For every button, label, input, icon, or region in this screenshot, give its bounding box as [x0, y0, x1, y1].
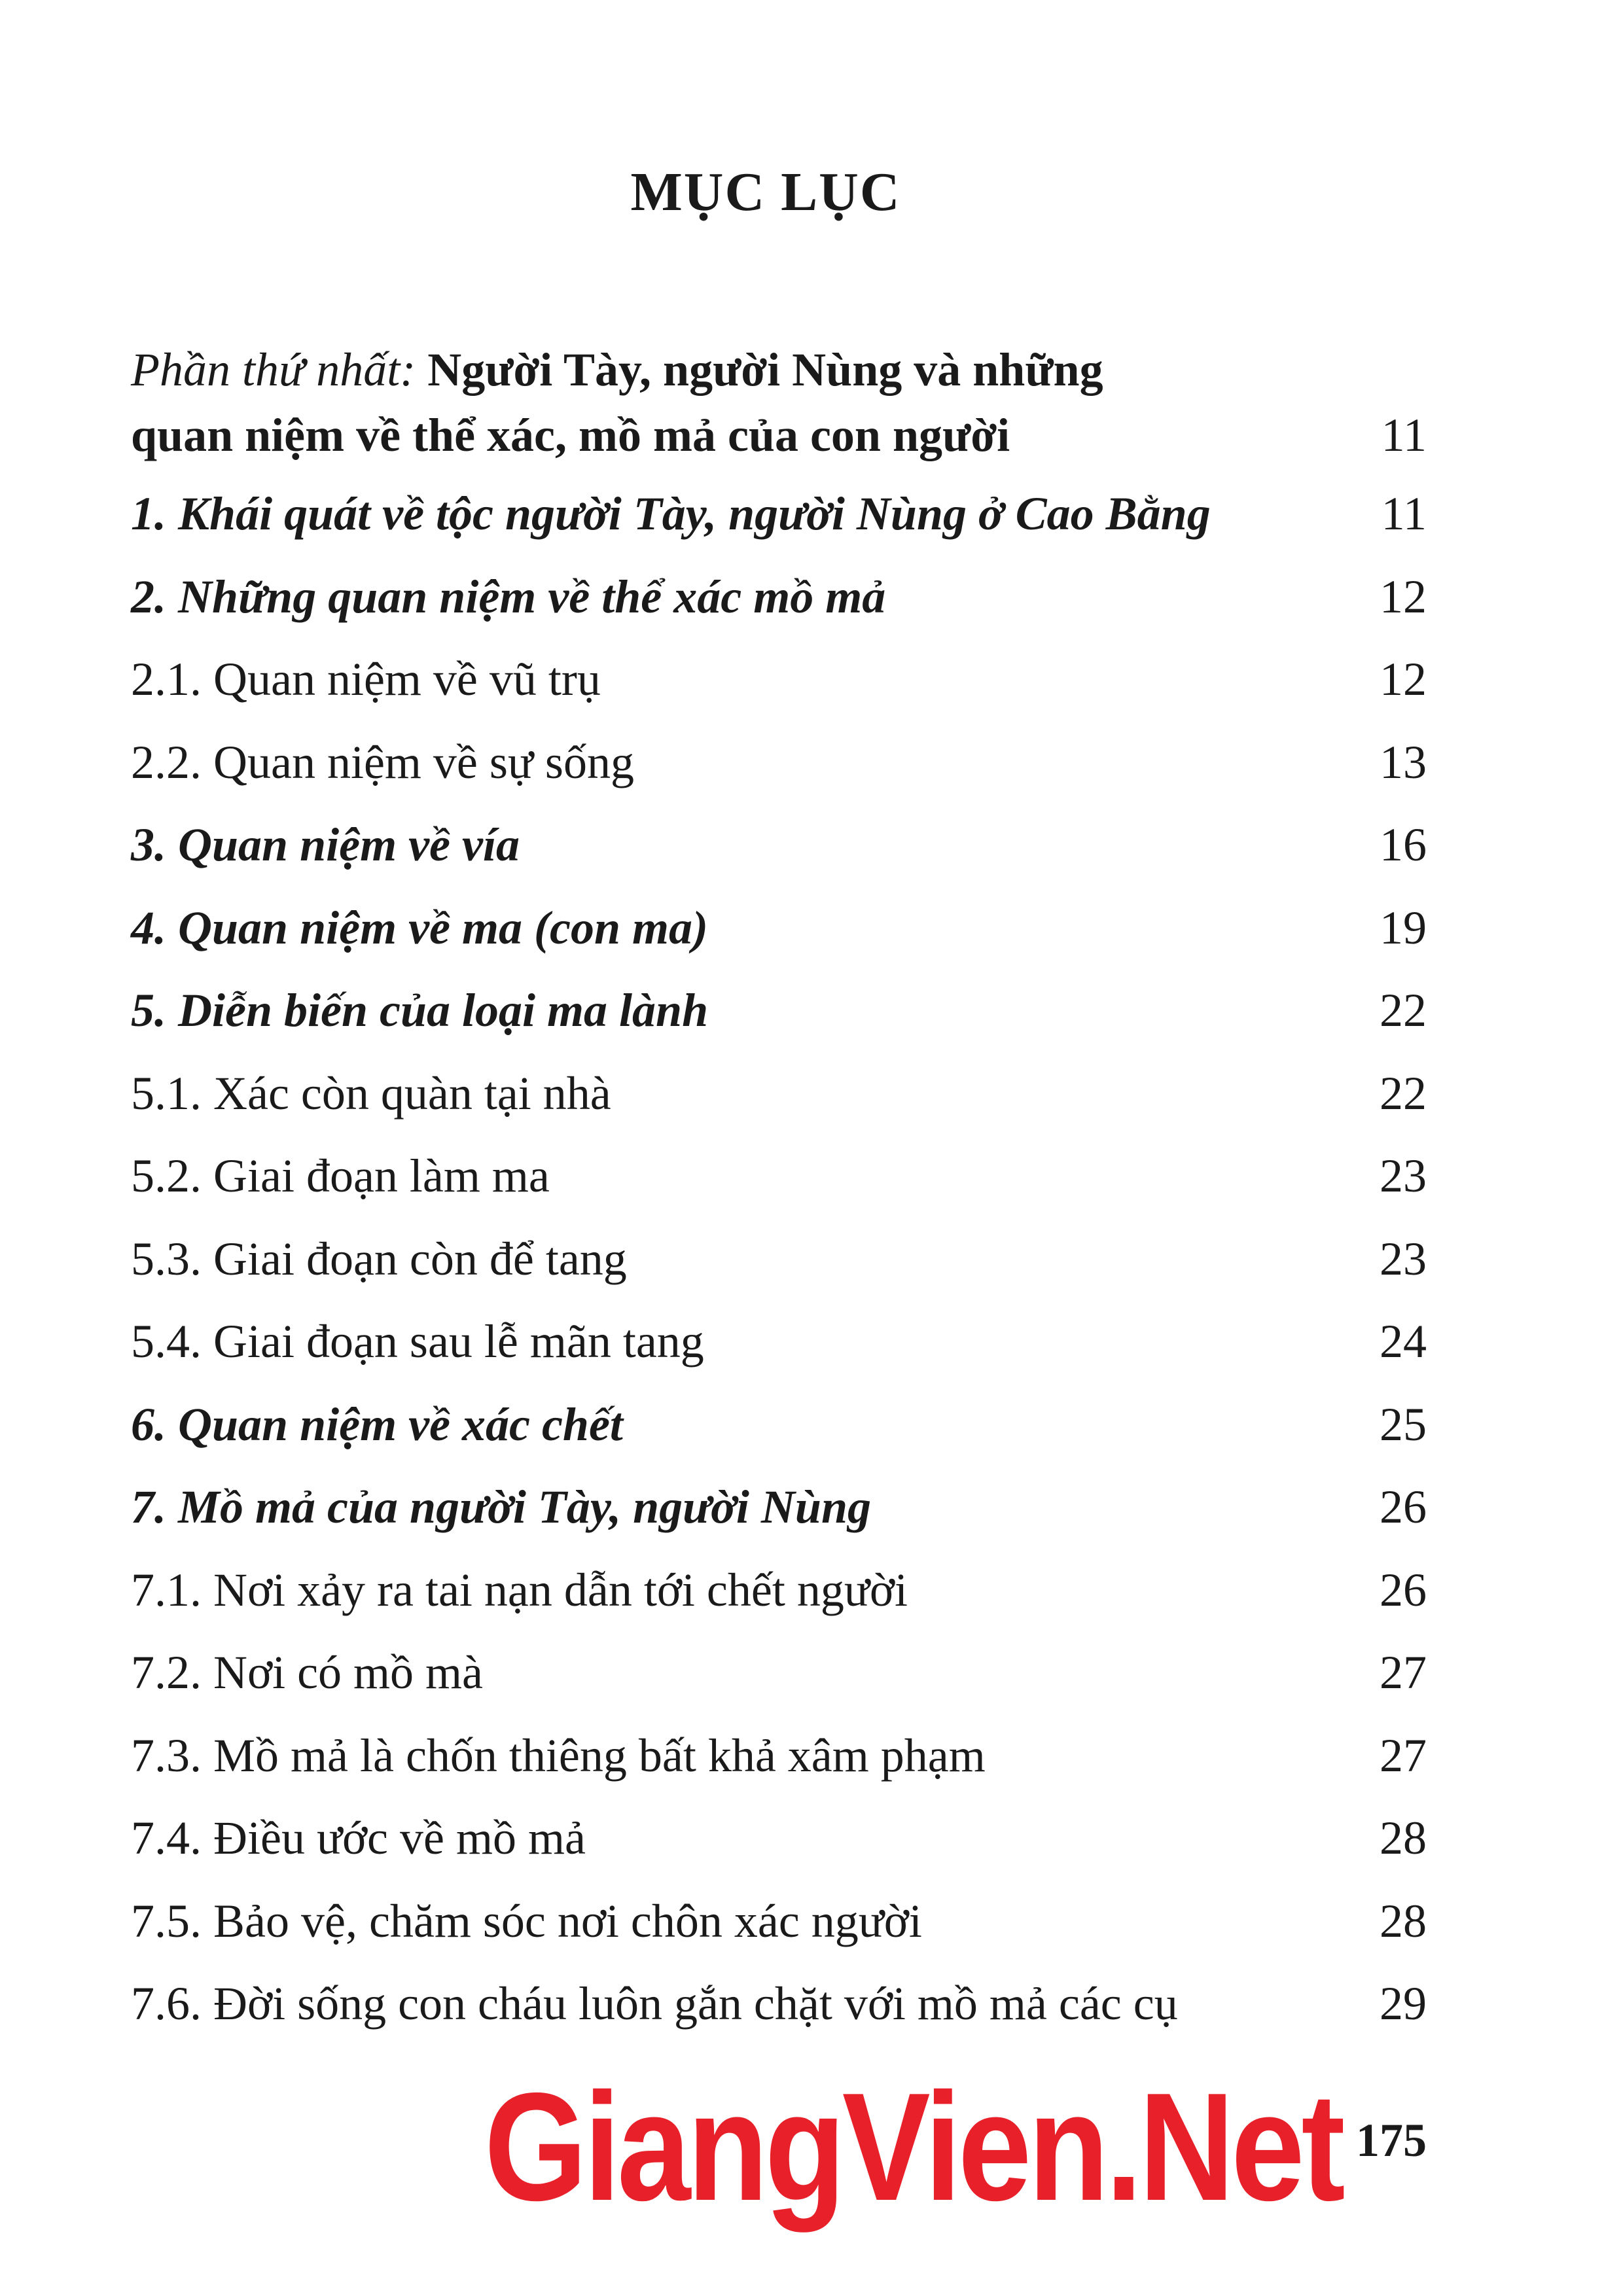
toc-entry-label: 3. Quan niệm về vía	[131, 819, 520, 871]
toc-entry-label: 2.1. Quan niệm về vũ trụ	[131, 653, 601, 705]
toc-entry-label: 7.1. Nơi xảy ra tai nạn dẫn tới chết người	[131, 1563, 908, 1616]
toc-entry-page: 28	[1380, 1894, 1427, 1947]
toc-entry-label: 7.4. Điều ước về mồ mả	[131, 1812, 586, 1864]
toc-entry-label: 7.3. Mồ mả là chốn thiêng bất khả xâm phạm	[131, 1729, 986, 1782]
toc-entry-page: 23	[1380, 1232, 1427, 1285]
toc-entry-page: 16	[1380, 819, 1427, 871]
toc-part-heading[interactable]	[131, 337, 1427, 468]
page-title: MỤC LỤC	[630, 162, 901, 222]
toc-entry-label: 5. Diễn biến của loại ma lành	[131, 984, 709, 1036]
toc-entry-label: 2. Những quan niệm về thể xác mồ mả	[131, 570, 886, 623]
toc-entry-label: 7.6. Đời sống con cháu luôn gắn chặt với mồ mả các cụ	[131, 1977, 1178, 2030]
toc-entry-label: 5.4. Giai đoạn sau lễ mãn tang	[131, 1315, 704, 1368]
toc-entry-page: 22	[1380, 984, 1427, 1036]
toc-entry-label: 4. Quan niệm về ma (con ma)	[131, 901, 708, 954]
toc-entry-page: 27	[1380, 1729, 1427, 1782]
toc-entry-page: 12	[1380, 570, 1427, 623]
toc-entry-page: 19	[1380, 901, 1427, 954]
toc-entry-label: 7. Mồ mả của người Tày, người Nùng	[131, 1481, 872, 1533]
toc-entry-page: 22	[1380, 1067, 1427, 1120]
toc-entry-page: 13	[1380, 735, 1427, 788]
toc-entry-label: 5.2. Giai đoạn làm ma	[131, 1150, 550, 1202]
toc-entry-label: 7.2. Nơi có mồ mà	[131, 1646, 483, 1699]
toc-part-prefix: Phần thứ nhất:	[131, 344, 416, 396]
toc-entry-label: 1. Khái quát về tộc người Tày, người Nùng ở Cao Bằng	[131, 487, 1211, 540]
toc-entry-page: 23	[1380, 1150, 1427, 1202]
toc-entry-page: 24	[1380, 1315, 1427, 1368]
toc-entry-label: 5.3. Giai đoạn còn để tang	[131, 1232, 627, 1285]
toc-entry-page: 29	[1380, 1977, 1427, 2030]
toc-entry-page: 28	[1380, 1812, 1427, 1864]
toc-entry-label: 7.5. Bảo vệ, chăm sóc nơi chôn xác người	[131, 1894, 922, 1947]
toc-part-page: 11	[1381, 409, 1427, 461]
toc-entry-page: 26	[1380, 1481, 1427, 1533]
toc-entry-page: 26	[1380, 1563, 1427, 1616]
toc-part-title-line-1: Người Tày, người Nùng và những	[427, 344, 1103, 396]
toc-entry-page: 25	[1380, 1398, 1427, 1451]
toc-entry-page: 11	[1381, 487, 1427, 540]
toc-part-line-1	[131, 337, 1427, 402]
page-number: 175	[1356, 2114, 1427, 2166]
toc-entry-page: 12	[1380, 653, 1427, 705]
toc-entry-label: 5.1. Xác còn quàn tại nhà	[131, 1067, 611, 1120]
toc-entry-label: 6. Quan niệm về xác chết	[131, 1398, 623, 1451]
toc-entry-label: 2.2. Quan niệm về sự sống	[131, 735, 634, 788]
toc-entry-page: 27	[1380, 1646, 1427, 1699]
watermark-logo: GiangVien.Net	[484, 2060, 1342, 2233]
toc-part-title-line-2: quan niệm về thể xác, mồ mả của con người	[131, 409, 1010, 461]
